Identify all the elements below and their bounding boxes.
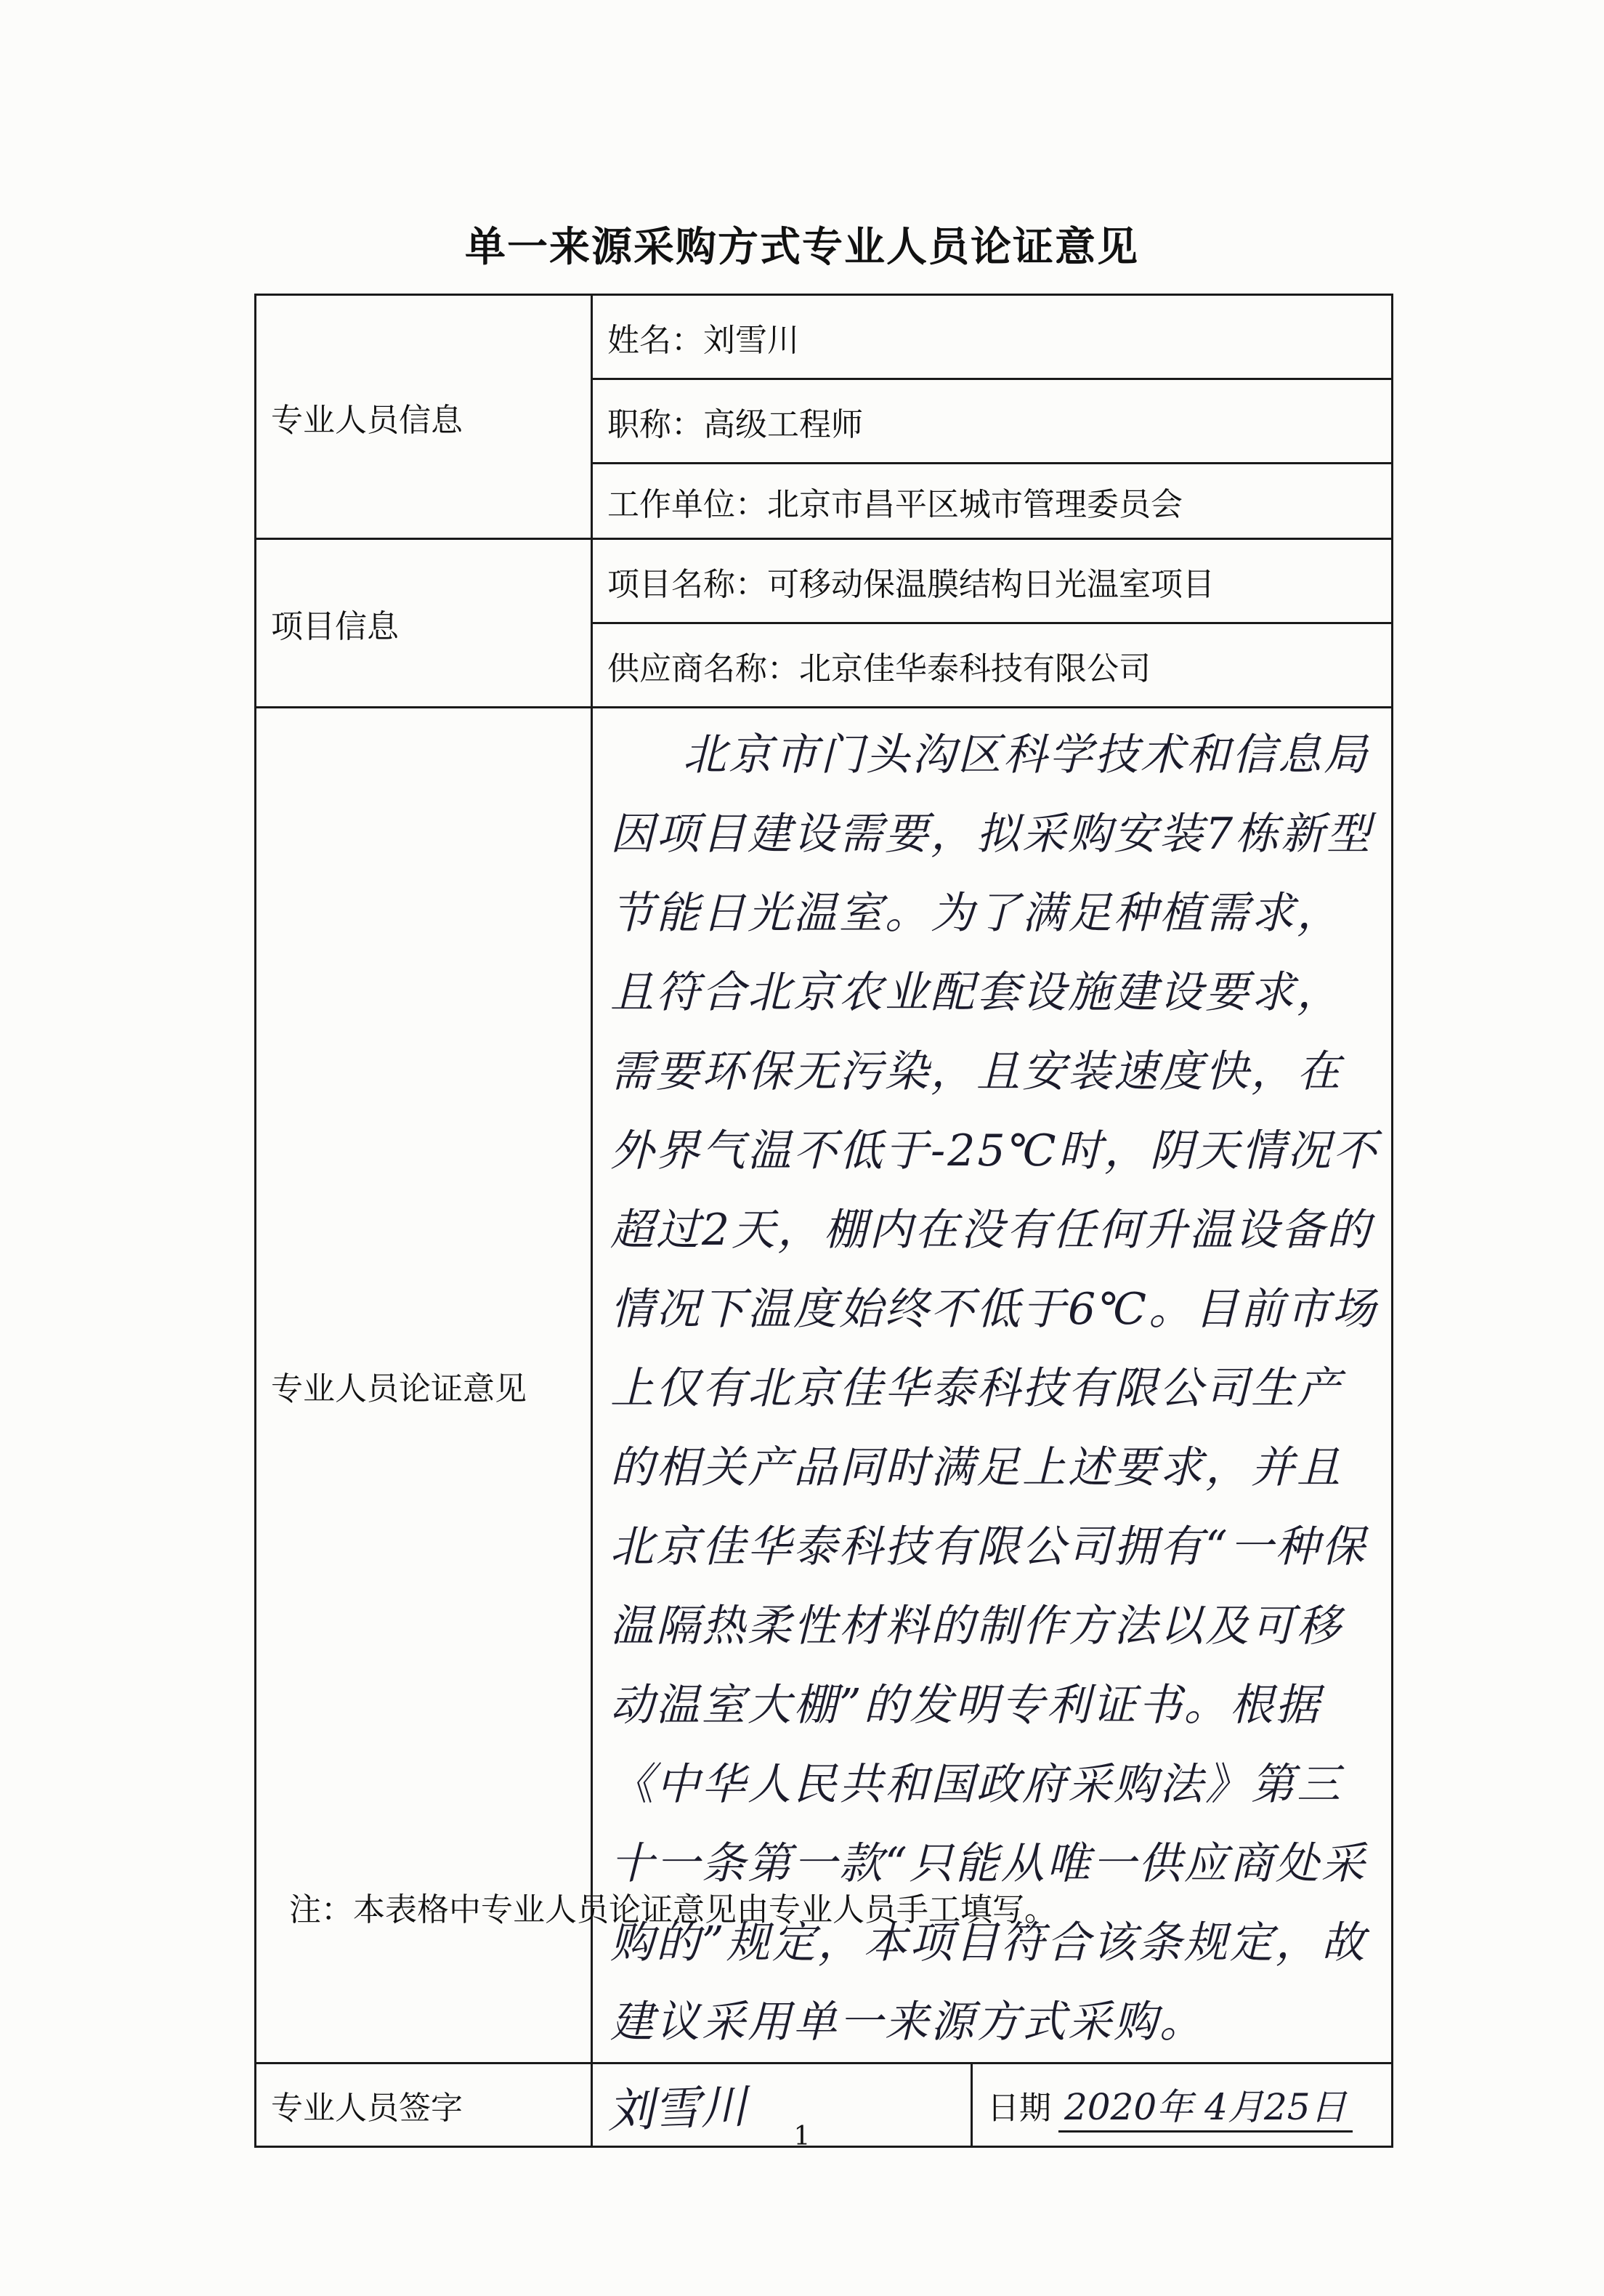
handwritten-signature: 刘雪川	[606, 2079, 748, 2139]
name-field: 姓名：刘雪川	[592, 295, 1393, 379]
opinion-label: 专业人员论证意见	[256, 708, 592, 2063]
date-label: 日期	[987, 2090, 1051, 2127]
project-info-label: 项目信息	[256, 539, 592, 708]
evaluation-form-table	[254, 294, 1393, 2148]
opinion-cell	[592, 708, 1393, 2063]
date-value: 2020年 4月25日	[1058, 2078, 1353, 2133]
supplier-field: 供应商名称：北京佳华泰科技有限公司	[592, 623, 1393, 708]
employer-field: 工作单位：北京市昌平区城市管理委员会	[592, 464, 1393, 539]
signature-label: 专业人员签字	[256, 2063, 592, 2147]
document-title: 单一来源采购方式专业人员论证意见	[465, 224, 1139, 271]
page-number: 1	[793, 2122, 811, 2151]
footnote: 注：本表格中专业人员论证意见由专业人员手工填写。	[289, 1891, 1056, 1928]
personnel-info-label: 专业人员信息	[256, 295, 592, 539]
project-name-field: 项目名称：可移动保温膜结构日光温室项目	[592, 539, 1393, 623]
handwritten-opinion: 北京市门头沟区科学技术和信息局因项目建设需要，拟采购安装7栋新型节能日光温室。为了满足种植需求，且符合北京农业配套设施建设要求，需要环保无污染，且安装速度快，在外界气温不低于-25℃时，阴天情况不超过2天，棚内在没有任何升温设备的情况下温度始终不低于6℃。目前市场上仅有北京佳华泰科技有限公司生产的相关产品同时满足上述要求，并且北京佳华泰科技有限公司拥有“一种保温隔热柔性材料的制作方法以及可移动温室大棚”的发明专利证书。根据《中华人民共和国政府采购法》第三十一条第一款“只能从唯一供应商处采购的”规定，本项目符合该条规定，故建议采用单一来源方式采购。	[610, 729, 1379, 2048]
job-title-field: 职称：高级工程师	[592, 379, 1393, 464]
